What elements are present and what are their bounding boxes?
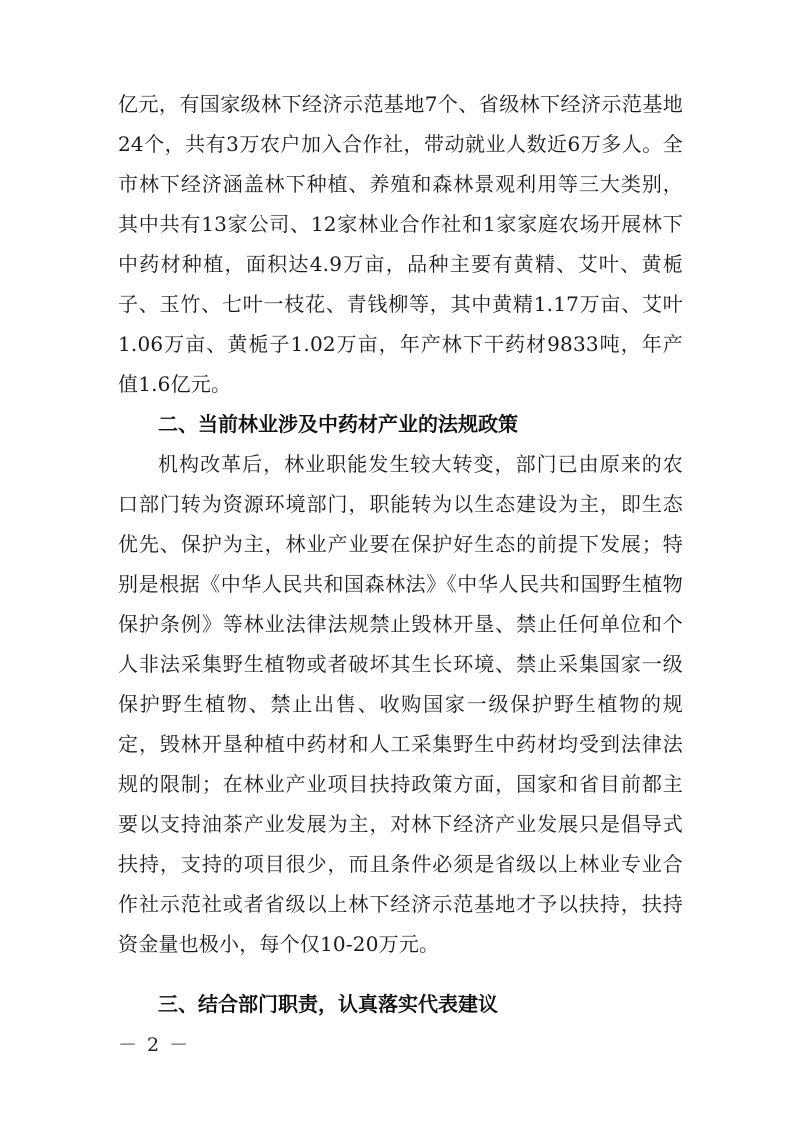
- document-body: [118, 84, 683, 1024]
- section-3-heading: 三、结合部门职责，认真落实代表建议: [158, 992, 498, 1016]
- section-2-heading: 二、当前林业涉及中药材产业的法规政策: [158, 412, 518, 436]
- section-2-paragraph: 机构改革后，林业职能发生较大转变，部门已由原来的农口部门转为资源环境部门，职能转为以生态建设为主，即生态优先、保护为主，林业产业要在保护好生态的前提下发展；特别是根据《中华人民共和国森林法》《中华人民共和国野生植物保护条例》等林业法律法规禁止毁林开垦、禁止任何单位和个人非法采集野生植物或者破坏其生长环境、禁止采集国家一级保护野生植物、禁止出售、收购国家一级保护野生植物的规定，毁林开垦种植中药材和人工采集野生中药材均受到法律法规的限制；在林业产业项目扶持政策方面，国家和省目前都主要以支持油茶产业发展为主，对林下经济产业发展只是倡导式扶持，支持的项目很少，而且条件必须是省级以上林业专业合作社示范社或者省级以上林下经济示范基地才予以扶持，扶持资金量也极小，每个仅10-20万元。: [118, 452, 683, 956]
- page-number: － 2 －: [118, 1034, 191, 1056]
- intro-paragraph: 亿元，有国家级林下经济示范基地7个、省级林下经济示范基地24个，共有3万农户加入合作社，带动就业人数近6万多人。全市林下经济涵盖林下种植、养殖和森林景观利用等三大类别，其中共有13家公司、12家林业合作社和1家家庭农场开展林下中药材种植，面积达4.9万亩，品种主要有黄精、艾叶、黄栀子、玉竹、七叶一枝花、青钱柳等，其中黄精1.17万亩、艾叶1.06万亩、黄栀子1.02万亩，年产林下干药材9833吨，年产值1.6亿元。: [118, 92, 683, 396]
